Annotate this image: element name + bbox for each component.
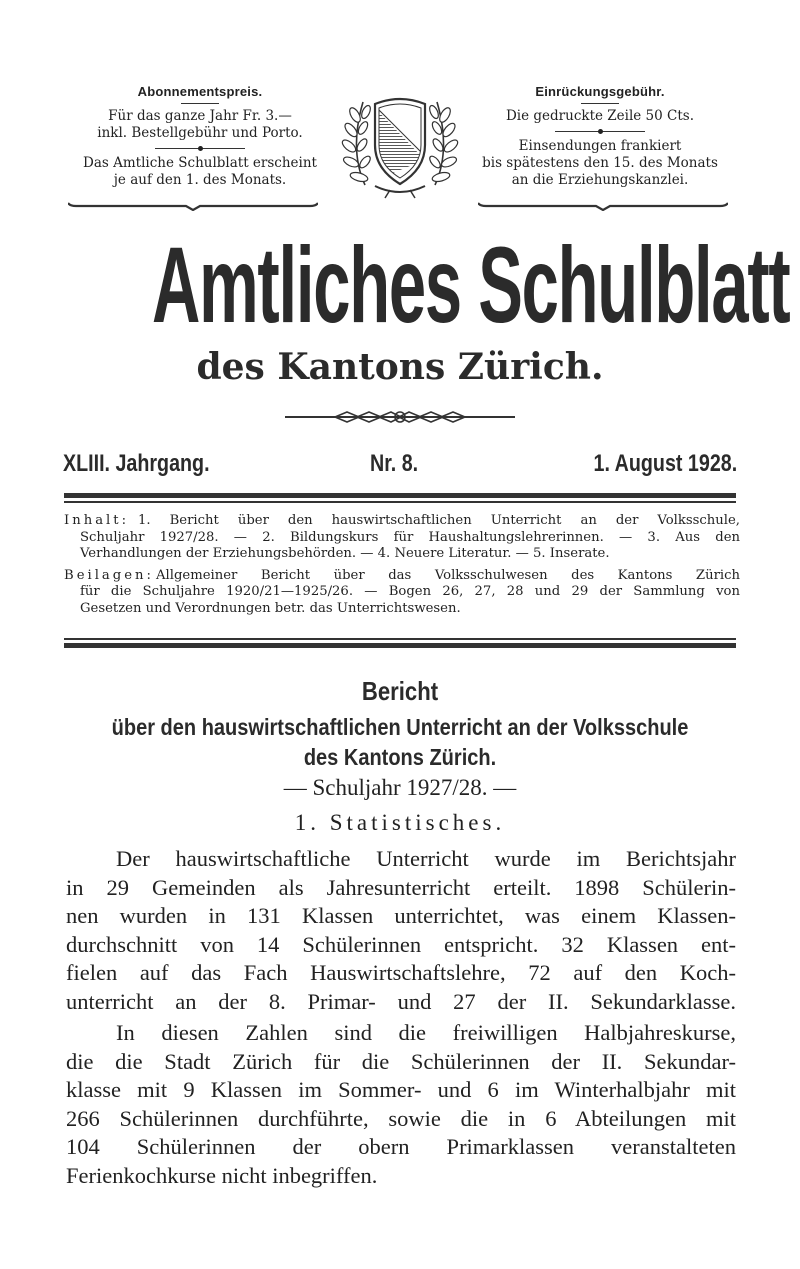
advertising-fee-line: Die gedruckte Zeile 50 Cts.	[505, 108, 695, 124]
paragraph-line: klasse mit 9 Klassen im Sommer- und 6 im Winterhalbjahr mit	[66, 1077, 736, 1102]
subscription-heading: Abonnementspreis.	[137, 84, 263, 99]
masthead-subtitle: des Kantons Zürich.	[196, 346, 604, 388]
double-rule-top-thick	[64, 493, 736, 498]
double-rule-bottom-thin	[64, 638, 736, 640]
beilagen-line: Gesetzen und Verordnungen betr. das Unterrichtswesen.	[80, 600, 461, 616]
paragraph-line: Ferienkochkurse nicht inbegriffen.	[66, 1162, 378, 1188]
beilagen-line: für die Schuljahre 1920/21—1925/26. — Bogen 26, 27, 28 und 29 der Sammlung von	[80, 584, 740, 599]
volume-label: XLIII. Jahrgang.	[63, 450, 210, 477]
divider	[181, 103, 219, 104]
paragraph-line: in 29 Gemeinden als Jahresunterricht erteilt. 1898 Schülerin-	[66, 874, 736, 900]
submission-info-line: an die Erziehungskanzlei.	[511, 172, 689, 188]
paragraph-line: durchschnitt von 14 Schülerinnen entspricht. 32 Klassen ent-	[66, 931, 736, 957]
coat-of-arms-icon	[335, 90, 465, 200]
double-rule-top-thin	[64, 501, 736, 503]
inhalt-line: 1. Bericht über den hauswirtschaftlichen Unterricht an der Volksschule,	[138, 513, 740, 528]
subscription-price-line: inkl. Bestellgebühr und Porto.	[97, 125, 303, 141]
beilagen-label: Beilagen:	[64, 567, 154, 583]
divider	[581, 103, 619, 104]
ornament-divider	[555, 131, 645, 132]
paragraph-line: In diesen Zahlen sind die freiwilligen Halbjahreskurse,	[116, 1020, 736, 1045]
article-subtitle-canton: des Kantons Zürich.	[303, 744, 497, 770]
article-title: Bericht	[361, 676, 439, 706]
masthead	[0, 222, 800, 347]
publication-info-line: je auf den 1. des Monats.	[113, 172, 287, 188]
submission-info-line: bis spätestens den 15. des Monats	[482, 155, 718, 171]
advertising-fee-box	[458, 84, 742, 189]
issue-number: Nr. 8.	[370, 450, 419, 477]
article-subtitle: über den hauswirtschaftlichen Unterricht an der Volksschule	[111, 714, 689, 740]
ornamental-divider-icon	[285, 409, 515, 425]
advertising-fee-heading: Einrückungsgebühr.	[535, 84, 665, 99]
paragraph-line: 266 Schülerinnen durchführte, sowie die in 6 Abteilungen mit	[66, 1105, 736, 1131]
masthead-title: Amtliches Schulblatt	[152, 224, 790, 345]
paragraph-line: nen wurden in 131 Klassen unterrichtet, was einem Klassen-	[66, 903, 736, 928]
paragraph-line: 104 Schülerinnen der obern Primarklassen veranstalteten	[66, 1134, 736, 1159]
issue-date: 1. August 1928.	[593, 450, 737, 477]
subscription-box	[58, 84, 342, 189]
paragraph-statistics	[66, 845, 736, 1016]
brace-rule-right	[478, 201, 728, 211]
paragraph-exclusions	[66, 1019, 736, 1190]
ornament-divider	[155, 148, 245, 149]
brace-rule-left	[68, 201, 318, 211]
beilagen-line: Allgemeiner Bericht über das Volksschulwesen des Kantons Zürich	[156, 567, 740, 583]
subscription-price-line: Für das ganze Jahr Fr. 3.—	[108, 108, 292, 124]
paragraph-line: Der hauswirtschaftliche Unterricht wurde im Berichtsjahr	[116, 846, 736, 871]
submission-info-line: Einsendungen frankiert	[518, 138, 682, 154]
paragraph-line: fielen auf das Fach Hauswirtschaftslehre, 72 auf den Koch-	[66, 960, 736, 985]
paragraph-line: die die Stadt Zürich für die Schülerinnen der II. Sekundar-	[66, 1048, 736, 1074]
inhalt-line: Schuljahr 1927/28. — 2. Bildungskurs für Haushaltungslehrerinnen. — 3. Aus den	[80, 529, 740, 545]
inhalt-line: Verhandlungen der Erziehungsbehörden. — 4. Neuere Literatur. — 5. Inserate.	[80, 546, 610, 561]
publication-info-line: Das Amtliche Schulblatt erscheint	[83, 155, 317, 171]
contents-block	[64, 513, 740, 617]
paragraph-line: unterricht an der 8. Primar- und 27 der II. Sekundarklasse.	[66, 988, 736, 1014]
inhalt-label: Inhalt:	[64, 513, 130, 528]
school-year: — Schuljahr 1927/28. —	[283, 775, 517, 800]
double-rule-bottom-thick	[64, 643, 736, 648]
section-heading: 1. Statistisches.	[294, 810, 506, 835]
